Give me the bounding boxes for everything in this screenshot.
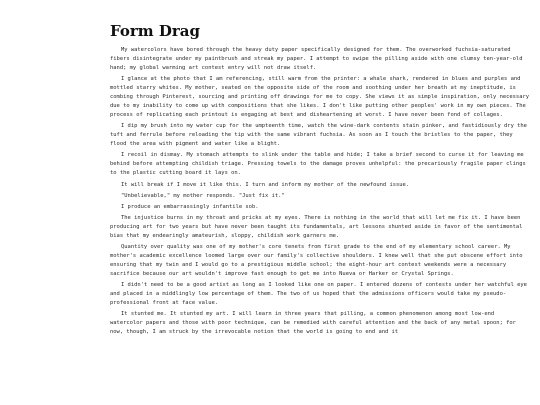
paragraph: It will break if I move it like this. I turn and inform my mother of the newfound issue.	[121, 181, 410, 188]
paragraph: Quantity over quality was one of my mother's core tenets from first grade to the end of my elementary school career. My mother's academic excellence loomed large over our family's collective shoulders. I knew well that she put obscene effort into ensuring that my twin and I would go to a prestigious middle school; the eight-hour art contest weekends were a necessary sacrifice because our art wouldn't improve fast enough to get me into Nueva or Harker or Crystal Springs.	[110, 244, 523, 278]
paragraph: I didn't need to be a good artist as long as I looked like one on paper. I entered dozens of contests under her watchful eye and placed in a middlingly low percentage of them. The two of us hoped that the admissions officers would take my pseudo-professional front at face value.	[110, 282, 527, 307]
document-body	[110, 46, 530, 337]
paragraph: My watercolors have bored through the heavy duty paper specifically designed for them. The overworked fuchsia-saturated fibers disintegrate under my paintbrush and streak my paper. I attempt to swipe the pilling aside with one clumsy ten-year-old hand; my global warming art contest entry will not draw itself.	[110, 47, 523, 72]
paragraph: The injustice burns in my throat and pricks at my eyes. There is nothing in the world that will let me fix it. I have been producing art for two years but have never been taught its fundamentals, art lessons shunted aside in favor of the sentimental bias that my endearingly amateurish, sloppy, childish work garners me.	[110, 214, 523, 239]
paragraph: "Unbelievable," my mother responds. "Just fix it."	[121, 192, 285, 199]
paragraph: I recoil in dismay. My stomach attempts to slink under the table and hide; I take a brief second to curse it for leaving me behind before attempting childish triage. Pressing towels to the damage proves unhelpful: the precariously fragile paper clings to the plastic cutting board it lays on.	[110, 152, 526, 177]
paragraph: I dip my brush into my water cup for the umpteenth time, watch the wine-dark contents stain pinker, and fastidiously dry the tuft and ferrule before reloading the tip with the same vibrant fuchsia. As soon as I touch the bristles to the paper, they flood the area with pigment and water like a blight.	[110, 123, 527, 148]
paragraph: I glance at the photo that I am referencing, still warm from the printer: a whale shark, rendered in blues and purples and mottled starry whites. My mother, seated on the opposite side of the room and soothing under her breath at my ineptitude, is combing through Pinterest, sourcing and printing off drawings for me to copy. She views it as simple inspiration, only necessary due to my inability to come up with compositions that she likes. I don't like putting other peoples' work in my own pieces. The process of replicating each printout is engaging at best and disheartening at worst. I have never been fond of collages.	[110, 76, 530, 119]
document-title: Form Drag	[110, 22, 200, 40]
paragraph: It stunted me. It stunted my art. I will learn in three years that pilling, a common phenomenon among most low-end watercolor papers and those with poor technique, can be remedied with careful attention and the back of any metal spoon; for now, though, I am struck by the irrevocable notion that the world is going to end and it	[110, 311, 516, 336]
paragraph: I produce an embarrassingly infantile sob.	[121, 203, 259, 210]
